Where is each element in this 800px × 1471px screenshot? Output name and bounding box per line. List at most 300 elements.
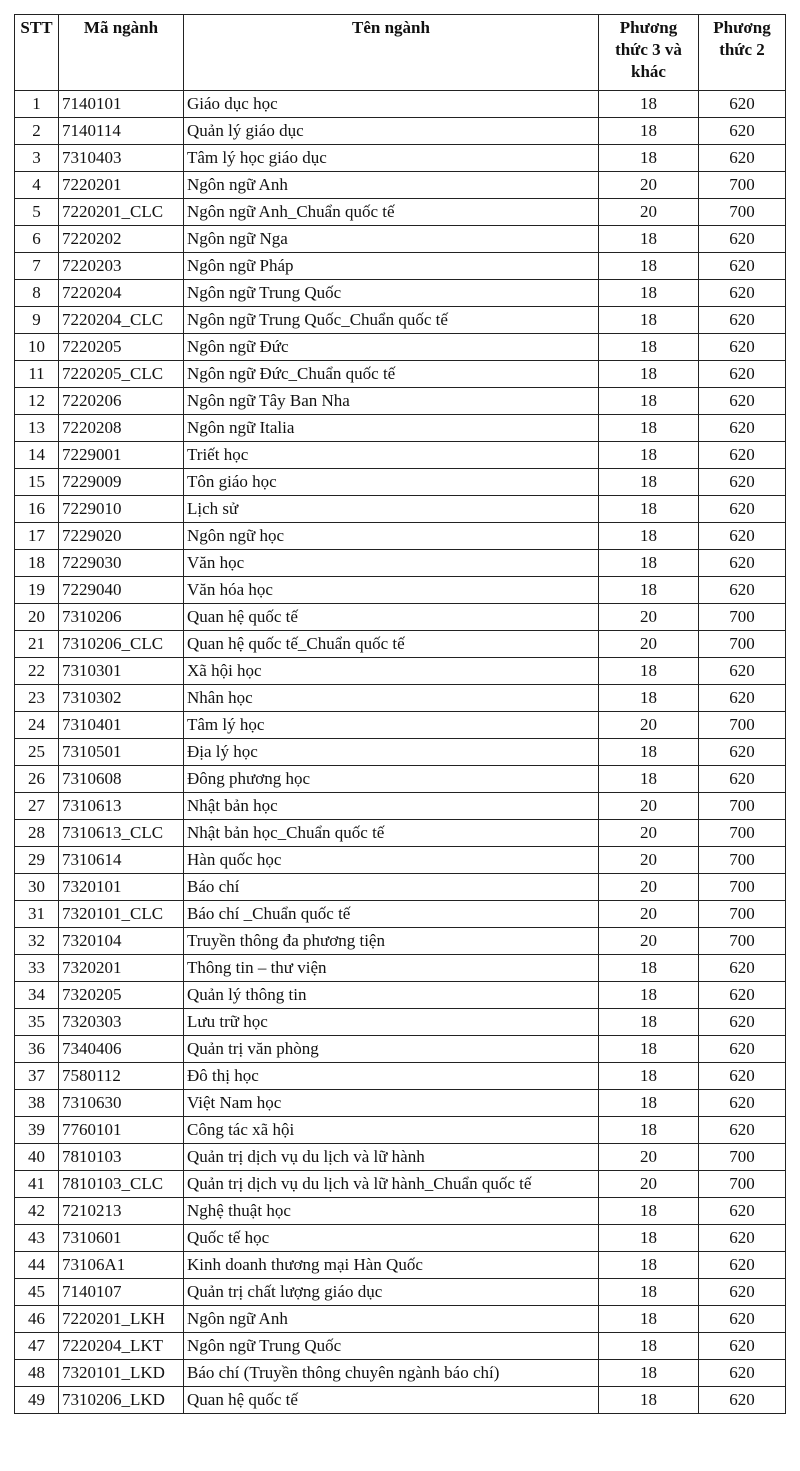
cell-name: Việt Nam học bbox=[184, 1090, 599, 1117]
cell-name: Thông tin – thư viện bbox=[184, 955, 599, 982]
cell-stt: 8 bbox=[15, 280, 59, 307]
cell-method2: 620 bbox=[699, 523, 786, 550]
cell-method3: 18 bbox=[599, 1360, 699, 1387]
cell-method3: 18 bbox=[599, 442, 699, 469]
table-row bbox=[15, 550, 786, 577]
cell-code: 7220205 bbox=[59, 334, 184, 361]
cell-stt: 45 bbox=[15, 1279, 59, 1306]
cell-name: Ngôn ngữ Trung Quốc bbox=[184, 1333, 599, 1360]
cell-method2: 620 bbox=[699, 1387, 786, 1414]
table-row bbox=[15, 172, 786, 199]
cell-code: 7220201 bbox=[59, 172, 184, 199]
table-row bbox=[15, 1036, 786, 1063]
table-row bbox=[15, 1387, 786, 1414]
cell-stt: 43 bbox=[15, 1225, 59, 1252]
table-row bbox=[15, 739, 786, 766]
cell-stt: 31 bbox=[15, 901, 59, 928]
cell-method3: 18 bbox=[599, 334, 699, 361]
cell-method3: 20 bbox=[599, 1144, 699, 1171]
cell-method3: 20 bbox=[599, 847, 699, 874]
cell-method2: 620 bbox=[699, 334, 786, 361]
cell-method2: 620 bbox=[699, 469, 786, 496]
cell-method2: 700 bbox=[699, 820, 786, 847]
cell-stt: 41 bbox=[15, 1171, 59, 1198]
cell-method3: 18 bbox=[599, 469, 699, 496]
cell-name: Báo chí (Truyền thông chuyên ngành báo chí) bbox=[184, 1360, 599, 1387]
cell-code: 7310206 bbox=[59, 604, 184, 631]
cell-code: 7310206_CLC bbox=[59, 631, 184, 658]
cell-code: 7229030 bbox=[59, 550, 184, 577]
cell-method3: 18 bbox=[599, 685, 699, 712]
cell-method3: 18 bbox=[599, 361, 699, 388]
cell-code: 7760101 bbox=[59, 1117, 184, 1144]
cell-method3: 18 bbox=[599, 496, 699, 523]
cell-stt: 37 bbox=[15, 1063, 59, 1090]
cell-method3: 20 bbox=[599, 631, 699, 658]
header-name: Tên ngành bbox=[184, 15, 599, 91]
cell-method3: 18 bbox=[599, 415, 699, 442]
table-row bbox=[15, 199, 786, 226]
cell-stt: 1 bbox=[15, 91, 59, 118]
cell-name: Báo chí bbox=[184, 874, 599, 901]
cell-method3: 20 bbox=[599, 1171, 699, 1198]
cell-code: 7320303 bbox=[59, 1009, 184, 1036]
cell-name: Hàn quốc học bbox=[184, 847, 599, 874]
table-row bbox=[15, 1171, 786, 1198]
cell-code: 7310302 bbox=[59, 685, 184, 712]
cell-stt: 27 bbox=[15, 793, 59, 820]
cell-method2: 620 bbox=[699, 1333, 786, 1360]
cell-stt: 40 bbox=[15, 1144, 59, 1171]
cell-method2: 620 bbox=[699, 118, 786, 145]
cell-code: 7320201 bbox=[59, 955, 184, 982]
cell-method2: 620 bbox=[699, 415, 786, 442]
cell-name: Quản trị văn phòng bbox=[184, 1036, 599, 1063]
table-row bbox=[15, 1252, 786, 1279]
header-code: Mã ngành bbox=[59, 15, 184, 91]
table-row bbox=[15, 604, 786, 631]
cell-method2: 620 bbox=[699, 253, 786, 280]
cell-method2: 620 bbox=[699, 442, 786, 469]
cell-stt: 38 bbox=[15, 1090, 59, 1117]
cell-method2: 620 bbox=[699, 577, 786, 604]
cell-name: Ngôn ngữ Nga bbox=[184, 226, 599, 253]
cell-name: Ngôn ngữ Italia bbox=[184, 415, 599, 442]
table-row bbox=[15, 847, 786, 874]
cell-name: Nhật bản học_Chuẩn quốc tế bbox=[184, 820, 599, 847]
cell-stt: 47 bbox=[15, 1333, 59, 1360]
cell-method3: 18 bbox=[599, 226, 699, 253]
cell-stt: 15 bbox=[15, 469, 59, 496]
table-row bbox=[15, 334, 786, 361]
cell-name: Ngôn ngữ Tây Ban Nha bbox=[184, 388, 599, 415]
cell-method2: 700 bbox=[699, 847, 786, 874]
cell-stt: 28 bbox=[15, 820, 59, 847]
cell-code: 7220201_CLC bbox=[59, 199, 184, 226]
cell-name: Ngôn ngữ Anh bbox=[184, 172, 599, 199]
cell-code: 7320101 bbox=[59, 874, 184, 901]
cell-name: Văn học bbox=[184, 550, 599, 577]
cell-method3: 18 bbox=[599, 1387, 699, 1414]
cell-method3: 18 bbox=[599, 1225, 699, 1252]
table-row bbox=[15, 982, 786, 1009]
cell-stt: 33 bbox=[15, 955, 59, 982]
cell-stt: 6 bbox=[15, 226, 59, 253]
cell-method2: 620 bbox=[699, 145, 786, 172]
cell-name: Ngôn ngữ Trung Quốc_Chuẩn quốc tế bbox=[184, 307, 599, 334]
cell-code: 7310630 bbox=[59, 1090, 184, 1117]
cell-name: Ngôn ngữ Trung Quốc bbox=[184, 280, 599, 307]
cell-stt: 49 bbox=[15, 1387, 59, 1414]
cell-stt: 12 bbox=[15, 388, 59, 415]
table-row bbox=[15, 1117, 786, 1144]
table-row bbox=[15, 631, 786, 658]
cell-stt: 26 bbox=[15, 766, 59, 793]
cell-stt: 39 bbox=[15, 1117, 59, 1144]
cell-method3: 18 bbox=[599, 1198, 699, 1225]
cell-stt: 42 bbox=[15, 1198, 59, 1225]
cell-method3: 20 bbox=[599, 820, 699, 847]
cell-code: 7310501 bbox=[59, 739, 184, 766]
cell-code: 7220204_LKT bbox=[59, 1333, 184, 1360]
cell-code: 7220202 bbox=[59, 226, 184, 253]
cell-code: 7810103_CLC bbox=[59, 1171, 184, 1198]
cell-stt: 48 bbox=[15, 1360, 59, 1387]
cell-name: Công tác xã hội bbox=[184, 1117, 599, 1144]
cell-code: 7310403 bbox=[59, 145, 184, 172]
cell-code: 7310601 bbox=[59, 1225, 184, 1252]
header-method2: Phương thức 2 bbox=[699, 15, 786, 91]
cell-name: Ngôn ngữ Anh bbox=[184, 1306, 599, 1333]
table-row bbox=[15, 253, 786, 280]
cell-code: 7220201_LKH bbox=[59, 1306, 184, 1333]
cell-stt: 17 bbox=[15, 523, 59, 550]
cell-method2: 700 bbox=[699, 901, 786, 928]
cell-method2: 620 bbox=[699, 685, 786, 712]
cell-name: Triết học bbox=[184, 442, 599, 469]
table-row bbox=[15, 901, 786, 928]
cell-method3: 18 bbox=[599, 955, 699, 982]
table-row bbox=[15, 226, 786, 253]
table-row bbox=[15, 91, 786, 118]
cell-code: 7320104 bbox=[59, 928, 184, 955]
cell-code: 7310608 bbox=[59, 766, 184, 793]
cell-name: Tâm lý học bbox=[184, 712, 599, 739]
cell-code: 7580112 bbox=[59, 1063, 184, 1090]
cell-stt: 3 bbox=[15, 145, 59, 172]
cell-name: Quốc tế học bbox=[184, 1225, 599, 1252]
table-row bbox=[15, 1009, 786, 1036]
cell-stt: 13 bbox=[15, 415, 59, 442]
cell-stt: 2 bbox=[15, 118, 59, 145]
table-row bbox=[15, 577, 786, 604]
table-row bbox=[15, 1306, 786, 1333]
cell-method3: 18 bbox=[599, 91, 699, 118]
cell-name: Quản lý thông tin bbox=[184, 982, 599, 1009]
table-row bbox=[15, 712, 786, 739]
cell-method3: 18 bbox=[599, 1117, 699, 1144]
cell-name: Truyền thông đa phương tiện bbox=[184, 928, 599, 955]
cell-code: 7140114 bbox=[59, 118, 184, 145]
cell-method2: 620 bbox=[699, 955, 786, 982]
cell-method2: 700 bbox=[699, 199, 786, 226]
cell-code: 7229009 bbox=[59, 469, 184, 496]
cell-stt: 22 bbox=[15, 658, 59, 685]
cell-method2: 700 bbox=[699, 928, 786, 955]
header-stt: STT bbox=[15, 15, 59, 91]
cell-name: Quản trị dịch vụ du lịch và lữ hành bbox=[184, 1144, 599, 1171]
cell-name: Nhật bản học bbox=[184, 793, 599, 820]
cell-method2: 620 bbox=[699, 550, 786, 577]
cell-method2: 700 bbox=[699, 172, 786, 199]
cell-code: 7340406 bbox=[59, 1036, 184, 1063]
cell-method2: 620 bbox=[699, 1117, 786, 1144]
table-row bbox=[15, 1360, 786, 1387]
table-row bbox=[15, 523, 786, 550]
cell-code: 7210213 bbox=[59, 1198, 184, 1225]
table-row bbox=[15, 1063, 786, 1090]
cell-code: 7140107 bbox=[59, 1279, 184, 1306]
cell-code: 7310401 bbox=[59, 712, 184, 739]
cell-name: Ngôn ngữ Đức_Chuẩn quốc tế bbox=[184, 361, 599, 388]
cell-method2: 620 bbox=[699, 91, 786, 118]
cell-code: 7320101_CLC bbox=[59, 901, 184, 928]
cell-name: Đông phương học bbox=[184, 766, 599, 793]
cell-stt: 11 bbox=[15, 361, 59, 388]
table-body bbox=[15, 91, 786, 1414]
cell-method3: 20 bbox=[599, 172, 699, 199]
cell-method2: 620 bbox=[699, 1360, 786, 1387]
cell-method2: 700 bbox=[699, 631, 786, 658]
cell-code: 7310301 bbox=[59, 658, 184, 685]
cell-code: 7810103 bbox=[59, 1144, 184, 1171]
cell-name: Ngôn ngữ Pháp bbox=[184, 253, 599, 280]
cell-method3: 18 bbox=[599, 1306, 699, 1333]
cell-name: Quản trị chất lượng giáo dục bbox=[184, 1279, 599, 1306]
cell-code: 7220203 bbox=[59, 253, 184, 280]
cell-method3: 20 bbox=[599, 712, 699, 739]
cell-name: Ngôn ngữ học bbox=[184, 523, 599, 550]
cell-code: 7310613_CLC bbox=[59, 820, 184, 847]
cell-name: Quan hệ quốc tế_Chuẩn quốc tế bbox=[184, 631, 599, 658]
table-row bbox=[15, 280, 786, 307]
cell-stt: 32 bbox=[15, 928, 59, 955]
cell-name: Tôn giáo học bbox=[184, 469, 599, 496]
cell-method2: 700 bbox=[699, 712, 786, 739]
cell-stt: 35 bbox=[15, 1009, 59, 1036]
cell-stt: 20 bbox=[15, 604, 59, 631]
cell-stt: 30 bbox=[15, 874, 59, 901]
cell-method2: 620 bbox=[699, 982, 786, 1009]
cell-method3: 20 bbox=[599, 793, 699, 820]
cell-code: 73106A1 bbox=[59, 1252, 184, 1279]
cell-stt: 16 bbox=[15, 496, 59, 523]
cell-name: Nghệ thuật học bbox=[184, 1198, 599, 1225]
admission-score-table bbox=[14, 14, 786, 1414]
cell-method2: 620 bbox=[699, 1063, 786, 1090]
cell-method2: 620 bbox=[699, 766, 786, 793]
cell-stt: 24 bbox=[15, 712, 59, 739]
table-row bbox=[15, 388, 786, 415]
cell-name: Ngôn ngữ Anh_Chuẩn quốc tế bbox=[184, 199, 599, 226]
table-row bbox=[15, 307, 786, 334]
cell-method2: 620 bbox=[699, 1252, 786, 1279]
table-row bbox=[15, 1144, 786, 1171]
cell-code: 7320101_LKD bbox=[59, 1360, 184, 1387]
cell-code: 7220205_CLC bbox=[59, 361, 184, 388]
cell-method3: 18 bbox=[599, 739, 699, 766]
cell-stt: 9 bbox=[15, 307, 59, 334]
cell-method2: 620 bbox=[699, 1198, 786, 1225]
cell-stt: 29 bbox=[15, 847, 59, 874]
cell-code: 7229001 bbox=[59, 442, 184, 469]
cell-method3: 18 bbox=[599, 388, 699, 415]
table-row bbox=[15, 820, 786, 847]
cell-stt: 4 bbox=[15, 172, 59, 199]
table-row bbox=[15, 1333, 786, 1360]
table-row bbox=[15, 1090, 786, 1117]
cell-method3: 18 bbox=[599, 307, 699, 334]
cell-method2: 700 bbox=[699, 1171, 786, 1198]
cell-method2: 700 bbox=[699, 604, 786, 631]
table-row bbox=[15, 955, 786, 982]
cell-code: 7220204_CLC bbox=[59, 307, 184, 334]
cell-code: 7229010 bbox=[59, 496, 184, 523]
cell-name: Quan hệ quốc tế bbox=[184, 1387, 599, 1414]
table-row bbox=[15, 1225, 786, 1252]
cell-code: 7140101 bbox=[59, 91, 184, 118]
cell-code: 7220204 bbox=[59, 280, 184, 307]
cell-name: Giáo dục học bbox=[184, 91, 599, 118]
cell-name: Quan hệ quốc tế bbox=[184, 604, 599, 631]
cell-method2: 620 bbox=[699, 496, 786, 523]
cell-method3: 20 bbox=[599, 901, 699, 928]
table-row bbox=[15, 658, 786, 685]
cell-stt: 19 bbox=[15, 577, 59, 604]
table-row bbox=[15, 361, 786, 388]
table-row bbox=[15, 496, 786, 523]
table-row bbox=[15, 1198, 786, 1225]
cell-name: Lịch sử bbox=[184, 496, 599, 523]
cell-method3: 18 bbox=[599, 1036, 699, 1063]
table-row bbox=[15, 1279, 786, 1306]
cell-method2: 620 bbox=[699, 361, 786, 388]
cell-name: Xã hội học bbox=[184, 658, 599, 685]
cell-method3: 18 bbox=[599, 1090, 699, 1117]
cell-method3: 18 bbox=[599, 766, 699, 793]
cell-name: Quản lý giáo dục bbox=[184, 118, 599, 145]
cell-code: 7310206_LKD bbox=[59, 1387, 184, 1414]
cell-name: Đô thị học bbox=[184, 1063, 599, 1090]
cell-stt: 5 bbox=[15, 199, 59, 226]
cell-name: Quản trị dịch vụ du lịch và lữ hành_Chuẩn quốc tế bbox=[184, 1171, 599, 1198]
cell-method3: 18 bbox=[599, 1333, 699, 1360]
cell-method2: 620 bbox=[699, 307, 786, 334]
cell-method3: 18 bbox=[599, 1009, 699, 1036]
cell-name: Nhân học bbox=[184, 685, 599, 712]
cell-method3: 18 bbox=[599, 1063, 699, 1090]
cell-stt: 18 bbox=[15, 550, 59, 577]
cell-code: 7320205 bbox=[59, 982, 184, 1009]
cell-method3: 18 bbox=[599, 982, 699, 1009]
cell-method2: 620 bbox=[699, 388, 786, 415]
cell-code: 7229020 bbox=[59, 523, 184, 550]
cell-stt: 14 bbox=[15, 442, 59, 469]
cell-stt: 7 bbox=[15, 253, 59, 280]
cell-stt: 46 bbox=[15, 1306, 59, 1333]
cell-method3: 18 bbox=[599, 145, 699, 172]
cell-code: 7220206 bbox=[59, 388, 184, 415]
cell-name: Ngôn ngữ Đức bbox=[184, 334, 599, 361]
cell-name: Tâm lý học giáo dục bbox=[184, 145, 599, 172]
cell-method3: 20 bbox=[599, 928, 699, 955]
cell-method2: 620 bbox=[699, 658, 786, 685]
table-row bbox=[15, 685, 786, 712]
cell-method3: 18 bbox=[599, 550, 699, 577]
cell-method3: 18 bbox=[599, 253, 699, 280]
cell-stt: 10 bbox=[15, 334, 59, 361]
cell-code: 7310613 bbox=[59, 793, 184, 820]
cell-code: 7310614 bbox=[59, 847, 184, 874]
cell-name: Lưu trữ học bbox=[184, 1009, 599, 1036]
table-row bbox=[15, 415, 786, 442]
cell-method3: 18 bbox=[599, 523, 699, 550]
cell-stt: 23 bbox=[15, 685, 59, 712]
cell-method3: 20 bbox=[599, 604, 699, 631]
cell-method3: 20 bbox=[599, 874, 699, 901]
cell-method3: 18 bbox=[599, 1279, 699, 1306]
cell-code: 7229040 bbox=[59, 577, 184, 604]
cell-method2: 700 bbox=[699, 1144, 786, 1171]
cell-stt: 21 bbox=[15, 631, 59, 658]
cell-name: Kinh doanh thương mại Hàn Quốc bbox=[184, 1252, 599, 1279]
table-row bbox=[15, 442, 786, 469]
cell-method3: 20 bbox=[599, 199, 699, 226]
cell-name: Địa lý học bbox=[184, 739, 599, 766]
cell-method2: 620 bbox=[699, 1279, 786, 1306]
table-row bbox=[15, 766, 786, 793]
cell-stt: 34 bbox=[15, 982, 59, 1009]
table-row bbox=[15, 469, 786, 496]
cell-method3: 18 bbox=[599, 280, 699, 307]
table-row bbox=[15, 145, 786, 172]
cell-method3: 18 bbox=[599, 1252, 699, 1279]
cell-method2: 620 bbox=[699, 1306, 786, 1333]
cell-name: Văn hóa học bbox=[184, 577, 599, 604]
table-row bbox=[15, 874, 786, 901]
cell-method2: 620 bbox=[699, 739, 786, 766]
cell-method2: 620 bbox=[699, 1090, 786, 1117]
table-header bbox=[15, 15, 786, 91]
cell-method3: 18 bbox=[599, 658, 699, 685]
table-row bbox=[15, 928, 786, 955]
cell-method2: 620 bbox=[699, 1009, 786, 1036]
cell-method3: 18 bbox=[599, 577, 699, 604]
cell-method2: 620 bbox=[699, 1225, 786, 1252]
cell-name: Báo chí _Chuẩn quốc tế bbox=[184, 901, 599, 928]
cell-stt: 25 bbox=[15, 739, 59, 766]
cell-stt: 36 bbox=[15, 1036, 59, 1063]
cell-method3: 18 bbox=[599, 118, 699, 145]
cell-method2: 620 bbox=[699, 280, 786, 307]
cell-method2: 700 bbox=[699, 793, 786, 820]
cell-stt: 44 bbox=[15, 1252, 59, 1279]
cell-method2: 620 bbox=[699, 1036, 786, 1063]
table-row bbox=[15, 118, 786, 145]
cell-method2: 700 bbox=[699, 874, 786, 901]
table-row bbox=[15, 793, 786, 820]
cell-method2: 620 bbox=[699, 226, 786, 253]
